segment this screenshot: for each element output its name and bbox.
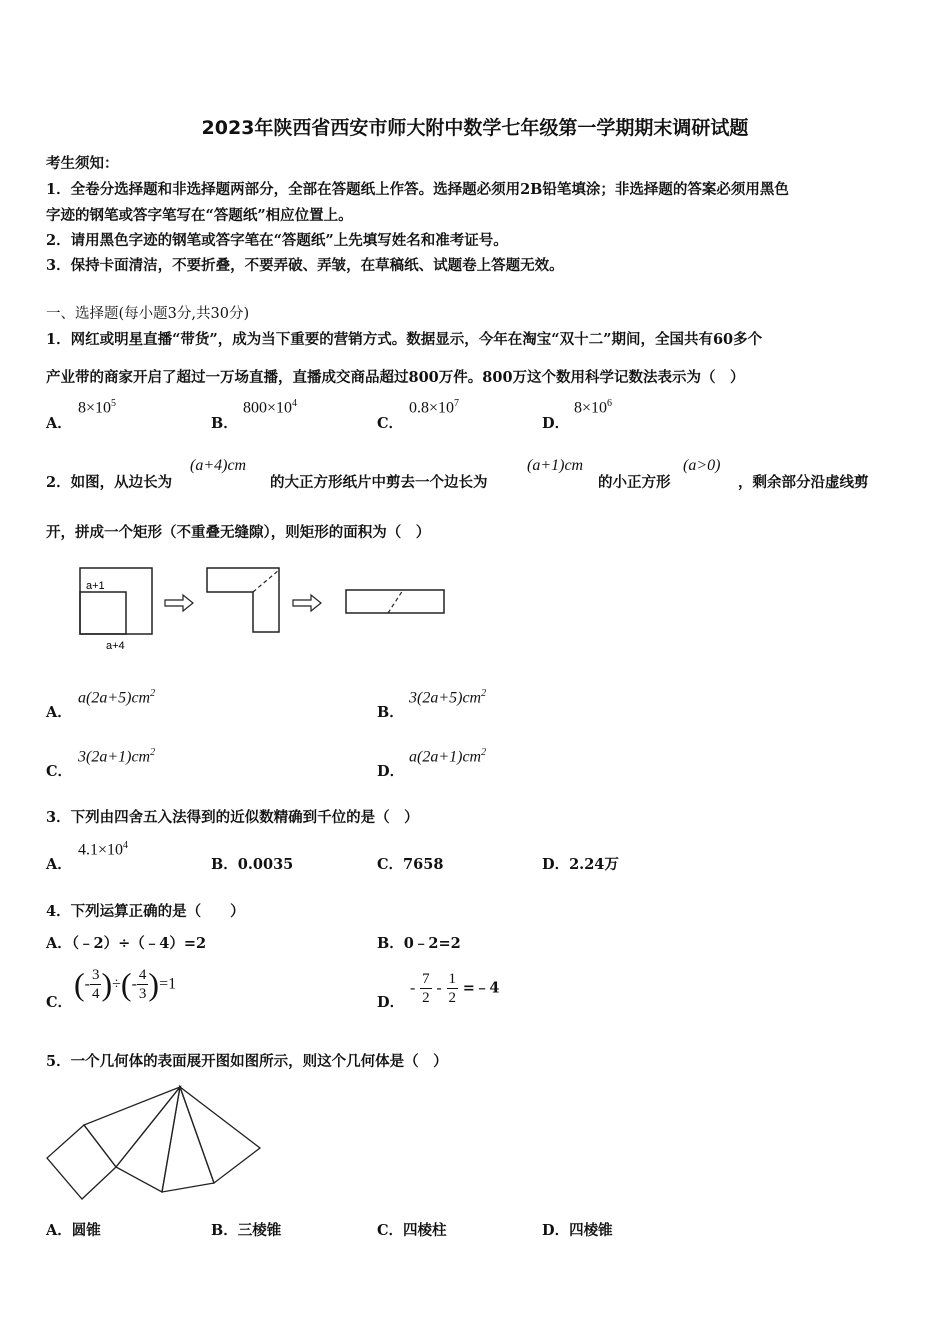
q1-stem-line2: 产业带的商家开启了超过一万场直播，直播成交商品超过800万件。800万这个数用科学记数法表示为（ ） (46, 369, 745, 386)
big-square (80, 568, 152, 634)
q5-option-c: C．四棱柱 (377, 1222, 447, 1239)
q2-option-d-label: D． (377, 763, 405, 780)
section-heading: 一、选择题(每小题3分,共30分) (46, 306, 250, 322)
q2-stem-part3: 的小正方形 (598, 474, 671, 491)
triangle-face (162, 1087, 214, 1192)
q2-option-d: $a(2a+1)cm^2$ (409, 747, 487, 766)
q2-stem-part4: ，剩余部分沿虚线剪 (738, 474, 869, 491)
q4-stem: 4．下列运算正确的是（ ） (46, 903, 245, 920)
q1-option-d: $8\times 10^6$ (574, 398, 613, 417)
q5-option-b: B．三棱锥 (211, 1222, 282, 1239)
triangle-face (180, 1087, 260, 1183)
cut-line (388, 590, 403, 613)
q5-option-d: D．四棱锥 (542, 1222, 613, 1239)
notice-item: 字迹的钢笔或答字笔写在“答题纸”相应位置上。 (46, 207, 353, 224)
q2-option-c: $3(2a+1)cm^2$ (78, 747, 156, 766)
q2-stem-part2: 的大正方形纸片中剪去一个边长为 (270, 474, 488, 491)
q1-option-b-label: B． (211, 415, 238, 432)
label-a-plus-4: a+4 (106, 640, 125, 652)
q4-option-c: (- $\frac{3}{4}$ )÷(- $\frac{4}{3}$ )=1 (74, 966, 177, 1002)
rectangle (346, 590, 444, 613)
q1-option-c: $0.8\times 10^7$ (409, 398, 460, 417)
label-a-plus-1: a+1 (86, 580, 105, 592)
cut-line (253, 570, 279, 592)
q2-option-b-label: B． (377, 704, 404, 721)
q1-option-c-label: C． (377, 415, 404, 432)
q3-stem: 3．下列由四舍五入法得到的近似数精确到千位的是（ ） (46, 809, 419, 826)
q4-option-b: B．0﹣2=2 (377, 935, 461, 952)
q5-stem: 5．一个几何体的表面展开图如图所示，则这个几何体是（ ） (46, 1053, 448, 1070)
q1-option-a-label: A． (46, 415, 72, 432)
q4-option-d-label: D． (377, 994, 405, 1011)
q1-option-b: $800\times 10^4$ (243, 398, 298, 417)
triangle-face (84, 1087, 180, 1167)
q1-stem-line1: 1．网红或明星直播“带货”，成为当下重要的营销方式。数据显示，今年在淘宝“双十二”期间，全国共有60多个 (46, 331, 763, 348)
q4-option-d: - $\frac{7}{2}$ - $\frac{1}{2}$ =﹣4 (410, 971, 500, 1006)
q2-option-b: $3(2a+5)cm^2$ (409, 688, 487, 707)
q3-option-a: $4.1\times 10^4$ (78, 840, 129, 859)
q3-option-c: C．7658 (377, 856, 444, 873)
small-square (80, 592, 126, 634)
q2-figure (70, 560, 460, 655)
q1-option-a: $8\times 10^5$ (78, 398, 117, 417)
notice-heading: 考生须知： (46, 155, 119, 172)
q2-expr-condition: (a>0) (683, 457, 721, 474)
notice-item: 1．全卷分选择题和非选择题两部分，全部在答题纸上作答。选择题必须用2B铅笔填涂；非选择题的答案必须用黑色 (46, 181, 789, 198)
q5-net-figure (40, 1082, 270, 1207)
notice-item: 2．请用黑色字迹的钢笔或答字笔在“答题纸”上先填写姓名和准考证号。 (46, 232, 508, 249)
q5-option-a: A．圆锥 (46, 1222, 101, 1239)
arrow-right-icon (293, 595, 321, 611)
q4-option-c-label: C． (46, 994, 73, 1011)
q3-option-b: B．0.0035 (211, 856, 294, 873)
q2-option-a: $a(2a+5)cm^2$ (78, 688, 156, 707)
q3-option-d: D．2.24万 (542, 856, 619, 873)
q2-expr-small-side: (a+1)cm (527, 457, 584, 474)
q2-stem-line2: 开，拼成一个矩形（不重叠无缝隙），则矩形的面积为（ ） (46, 524, 431, 541)
q3-option-a-label: A． (46, 856, 72, 873)
l-shape (207, 568, 279, 632)
square-base (47, 1125, 116, 1199)
q4-option-a: A．（﹣2）÷（﹣4）=2 (46, 935, 207, 952)
q2-expr-big-side: (a+4)cm (190, 457, 247, 474)
q2-option-a-label: A． (46, 704, 72, 721)
q1-option-d-label: D． (542, 415, 570, 432)
q2-stem-part1: 2．如图，从边长为 (46, 474, 173, 491)
q2-option-c-label: C． (46, 763, 73, 780)
arrow-right-icon (165, 595, 193, 611)
notice-item: 3．保持卡面清洁，不要折叠，不要弄破、弄皱，在草稿纸、试题卷上答题无效。 (46, 257, 564, 274)
page-title: 2023年陕西省西安市师大附中数学七年级第一学期期末调研试题 (201, 117, 749, 139)
